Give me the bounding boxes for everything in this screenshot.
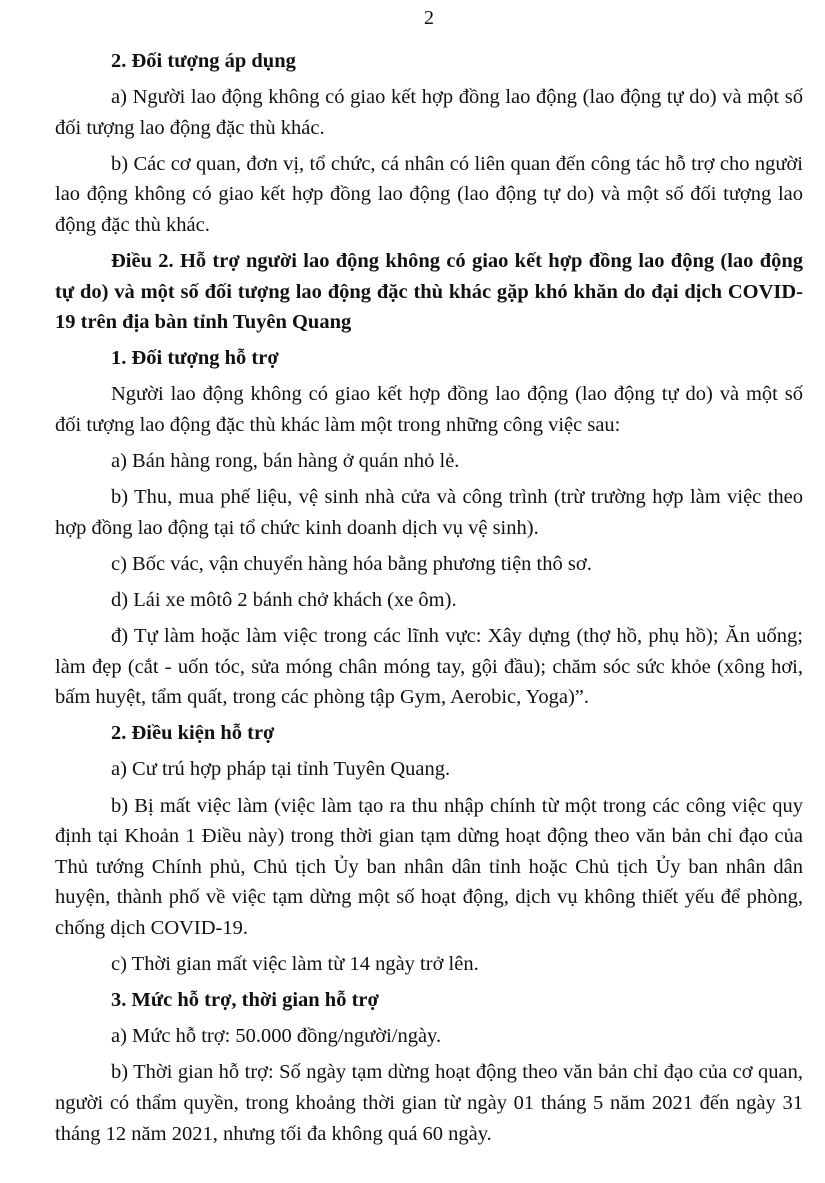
section-heading-applicable-subjects: 2. Đối tượng áp dụng — [111, 50, 296, 72]
page-number: 2 — [424, 7, 434, 29]
section-heading-support-subjects: 1. Đối tượng hỗ trợ — [111, 347, 279, 370]
article-2-title: Điều 2. Hỗ trợ người lao động không có giao kết hợp đồng lao động (lao động tự do) và một số đối tượng lao động đặc thù khác gặp khó khăn do đại dịch COVID-19 trên địa bàn tỉnh Tuyên Quang — [55, 250, 803, 334]
list-item: b) Bị mất việc làm (việc làm tạo ra thu nhập chính từ một trong các công việc quy định tại Khoản 1 Điều này) trong thời gian tạm dừng hoạt động theo văn bản chỉ đạo của Thủ tướng Chính phủ, Chủ tịch Ủy ban nhân dân tỉnh hoặc Chủ tịch Ủy ban nhân dân huyện, thành phố về việc tạm dừng một số hoạt động, dịch vụ không thiết yếu để phòng, chống dịch COVID-19. — [55, 794, 803, 939]
list-item: c) Thời gian mất việc làm từ 14 ngày trở lên. — [111, 953, 479, 976]
list-item: đ) Tự làm hoặc làm việc trong các lĩnh vực: Xây dựng (thợ hồ, phụ hồ); Ăn uống; làm đẹp (cắt - uốn tóc, sửa móng chân móng tay, gội đầu); chăm sóc sức khỏe (xông hơi, bấm huyệt, tẩm quất, trong các phòng tập Gym, Aerobic, Yoga)”. — [55, 625, 803, 709]
list-item: c) Bốc vác, vận chuyển hàng hóa bằng phương tiện thô sơ. — [111, 552, 592, 575]
list-item: a) Cư trú hợp pháp tại tỉnh Tuyên Quang. — [111, 758, 451, 781]
list-item: d) Lái xe môtô 2 bánh chở khách (xe ôm). — [111, 589, 457, 611]
list-item: b) Thời gian hỗ trợ: Số ngày tạm dừng hoạt động theo văn bản chỉ đạo của cơ quan, người có thẩm quyền, trong khoảng thời gian từ ngày 01 tháng 5 năm 2021 đến ngày 31 tháng 12 năm 2021, nhưng tối đa không quá 60 ngày. — [55, 1061, 803, 1145]
list-item: a) Bán hàng rong, bán hàng ở quán nhỏ lẻ. — [111, 450, 460, 473]
document-page — [55, 0, 803, 1155]
section-heading-support-level-duration: 3. Mức hỗ trợ, thời gian hỗ trợ — [111, 989, 379, 1012]
paragraph: b) Các cơ quan, đơn vị, tổ chức, cá nhân có liên quan đến công tác hỗ trợ cho người lao động không có giao kết hợp đồng lao động (lao động tự do) và một số đối tượng lao động đặc thù khác. — [55, 152, 803, 236]
paragraph: Người lao động không có giao kết hợp đồng lao động (lao động tự do) và một số đối tượng lao động đặc thù khác làm một trong những công việc sau: — [55, 383, 803, 437]
section-heading-support-conditions: 2. Điều kiện hỗ trợ — [111, 722, 275, 745]
list-item: a) Mức hỗ trợ: 50.000 đồng/người/ngày. — [111, 1025, 442, 1048]
paragraph: a) Người lao động không có giao kết hợp đồng lao động (lao động tự do) và một số đối tượng lao động đặc thù khác. — [55, 86, 803, 139]
list-item: b) Thu, mua phế liệu, vệ sinh nhà cửa và công trình (trừ trường hợp làm việc theo hợp đồng lao động tại tổ chức kinh doanh dịch vụ vệ sinh). — [55, 486, 803, 539]
